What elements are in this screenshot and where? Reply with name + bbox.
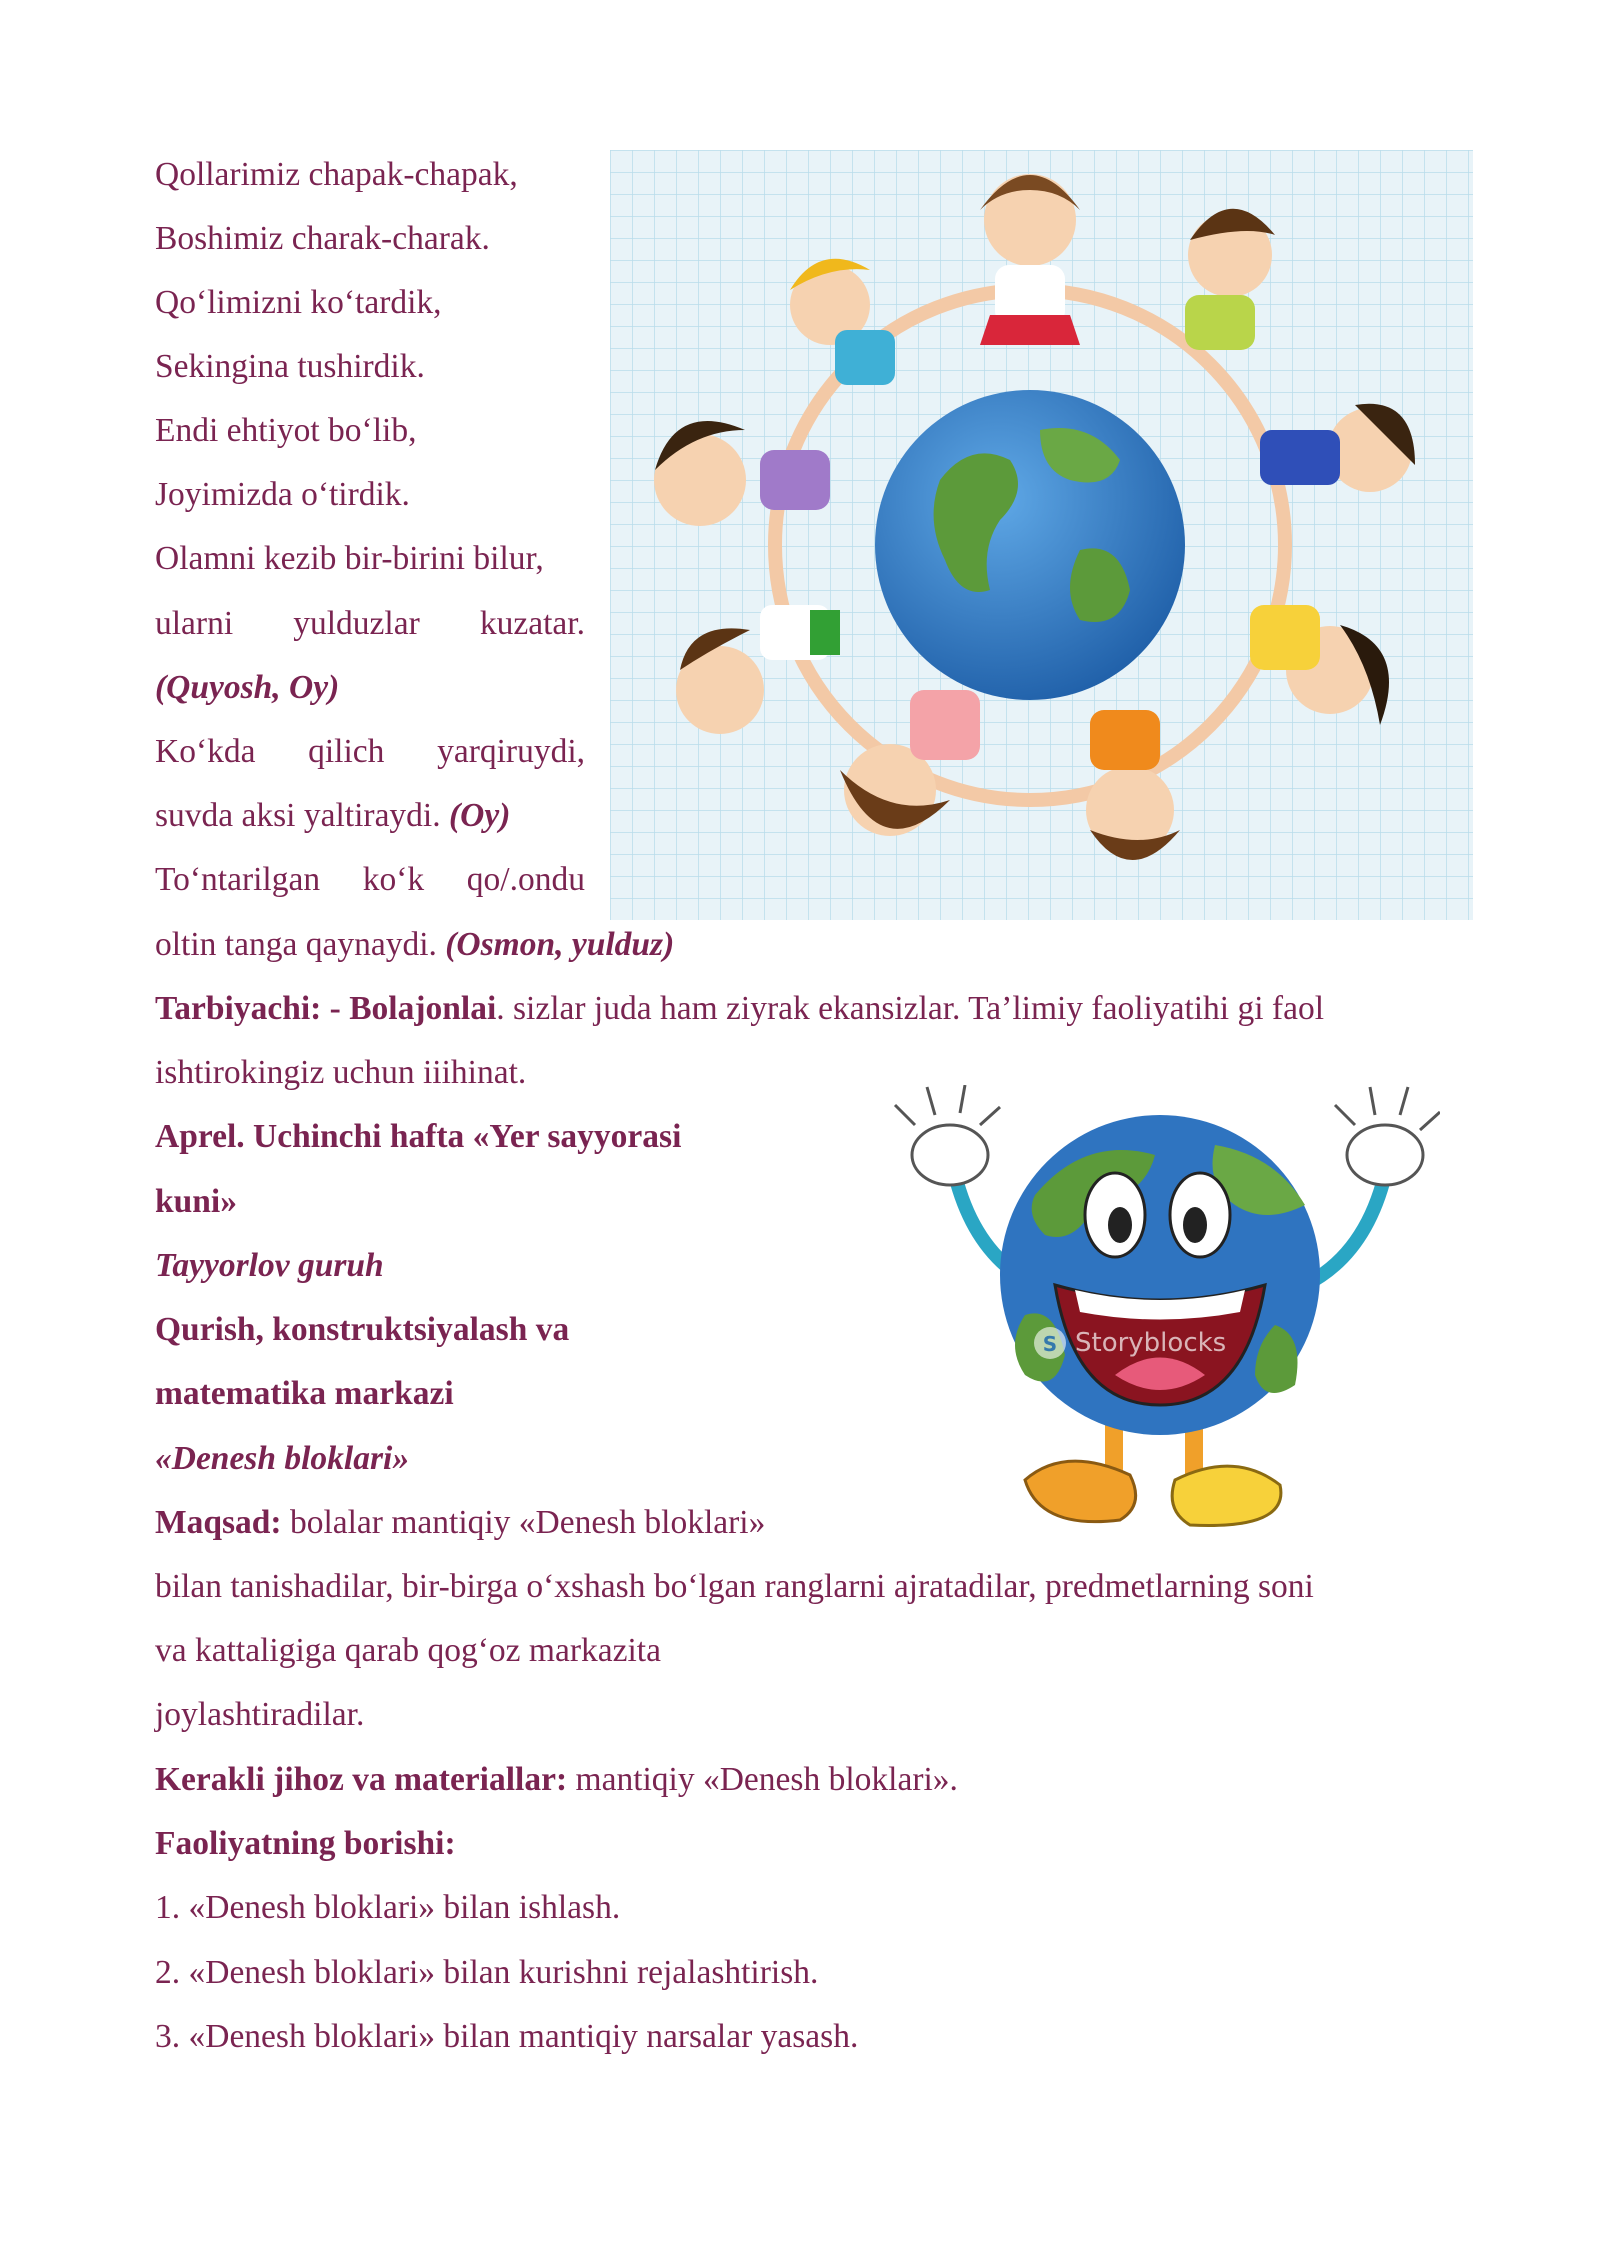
poem-line-2: Boshimiz charak-charak. xyxy=(155,220,490,257)
materials-line xyxy=(155,1763,958,1797)
svg-text:Storyblocks: Storyblocks xyxy=(1075,1328,1227,1358)
lesson-goal-line-1 xyxy=(155,1506,765,1540)
riddle-1-line-2 xyxy=(155,607,585,641)
riddle-1-answer: (Quyosh, Oy) xyxy=(155,669,340,706)
goal-text: bolalar mantiqiy «Denesh bloklari» xyxy=(281,1504,766,1541)
riddle-3-answer: (Osmon, yulduz) xyxy=(445,926,675,963)
teacher-line-2: ishtirokingiz uchun iiihinat. xyxy=(155,1054,527,1091)
riddle-word: To‘ntarilgan xyxy=(155,861,321,898)
lesson-center-line-1: Qurish, konstruktsiyalash va xyxy=(155,1311,570,1348)
process-step-3: 3. «Denesh bloklari» bilan mantiqiy narsalar yasash. xyxy=(155,2018,859,2055)
riddle-word: ularni xyxy=(155,605,234,642)
globe-icon xyxy=(875,390,1185,700)
poem-line-3: Qo‘limizni ko‘tardik, xyxy=(155,284,442,321)
lesson-center-line-2: matematika markazi xyxy=(155,1375,454,1412)
riddle-word: yulduzlar xyxy=(293,605,420,642)
riddle-3-line-2 xyxy=(155,928,674,962)
lesson-goal-line-4: joylashtiradilar. xyxy=(155,1696,365,1733)
lesson-goal-line-2: bilan tanishadilar, bir-birga o‘xshash bo‘lgan ranglarni ajratadilar, predmetlarning soni xyxy=(155,1568,1314,1605)
process-step-1: 1. «Denesh bloklari» bilan ishlash. xyxy=(155,1889,621,1926)
riddle-word: ko‘k xyxy=(362,861,425,898)
riddle-3-line-1 xyxy=(155,863,585,897)
teacher-text: . sizlar juda ham ziyrak ekansizlar. Ta’limiy faoliyatihi gi faol xyxy=(496,990,1325,1027)
riddle-2-answer: (Oy) xyxy=(449,797,511,834)
poem-line-1: Qollarimiz chapak-chapak, xyxy=(155,156,518,193)
poem-line-6: Joyimizda o‘tirdik. xyxy=(155,476,410,513)
riddle-1-line-1: Olamni kezib bir-birini bilur, xyxy=(155,540,544,577)
left-glove-icon xyxy=(895,1085,1000,1185)
teacher-line-1 xyxy=(155,992,1324,1026)
riddle-word: qo/.ondu xyxy=(466,861,585,898)
earth-mascot-image xyxy=(885,1085,1440,1540)
riddle-word: yarqiruydi, xyxy=(437,733,585,770)
materials-label: Kerakli jihoz va materiallar: xyxy=(155,1761,568,1798)
riddle-word: qilich xyxy=(308,733,385,770)
shoes-icon xyxy=(1025,1461,1281,1525)
goal-label: Maqsad: xyxy=(155,1504,282,1541)
poem-line-5: Endi ehtiyot bo‘lib, xyxy=(155,412,417,449)
lesson-group: Tayyorlov guruh xyxy=(155,1247,384,1284)
riddle-word: Ko‘kda xyxy=(155,733,256,770)
lesson-topic: «Denesh bloklari» xyxy=(155,1440,410,1477)
earth-mascot-illustration xyxy=(885,1085,1440,1540)
lesson-heading-line-2: kuni» xyxy=(155,1183,237,1220)
materials-text: mantiqiy «Denesh bloklari». xyxy=(567,1761,958,1798)
riddle-word: kuzatar. xyxy=(479,605,585,642)
right-glove-icon xyxy=(1335,1087,1440,1185)
riddle-2-text: suvda aksi yaltiraydi. xyxy=(155,797,449,834)
svg-text:S: S xyxy=(1042,1332,1058,1356)
lesson-goal-line-3: va kattaligiga qarab qog‘oz markazita xyxy=(155,1632,661,1669)
process-label: Faoliyatning borishi: xyxy=(155,1825,456,1862)
riddle-2-line-2 xyxy=(155,799,510,833)
lesson-heading-line-1: Aprel. Uchinchi hafta «Yer sayyorasi xyxy=(155,1118,682,1155)
riddle-2-line-1 xyxy=(155,735,585,769)
riddle-3-text: oltin tanga qaynaydi. xyxy=(155,926,446,963)
process-step-2: 2. «Denesh bloklari» bilan kurishni rejalashtirish. xyxy=(155,1954,819,1991)
children-around-globe-illustration xyxy=(610,150,1473,920)
children-around-globe-image xyxy=(610,150,1473,920)
poem-line-4: Sekingina tushirdik. xyxy=(155,348,425,385)
teacher-label: Tarbiyachi: - Bolajonlai xyxy=(155,990,497,1027)
